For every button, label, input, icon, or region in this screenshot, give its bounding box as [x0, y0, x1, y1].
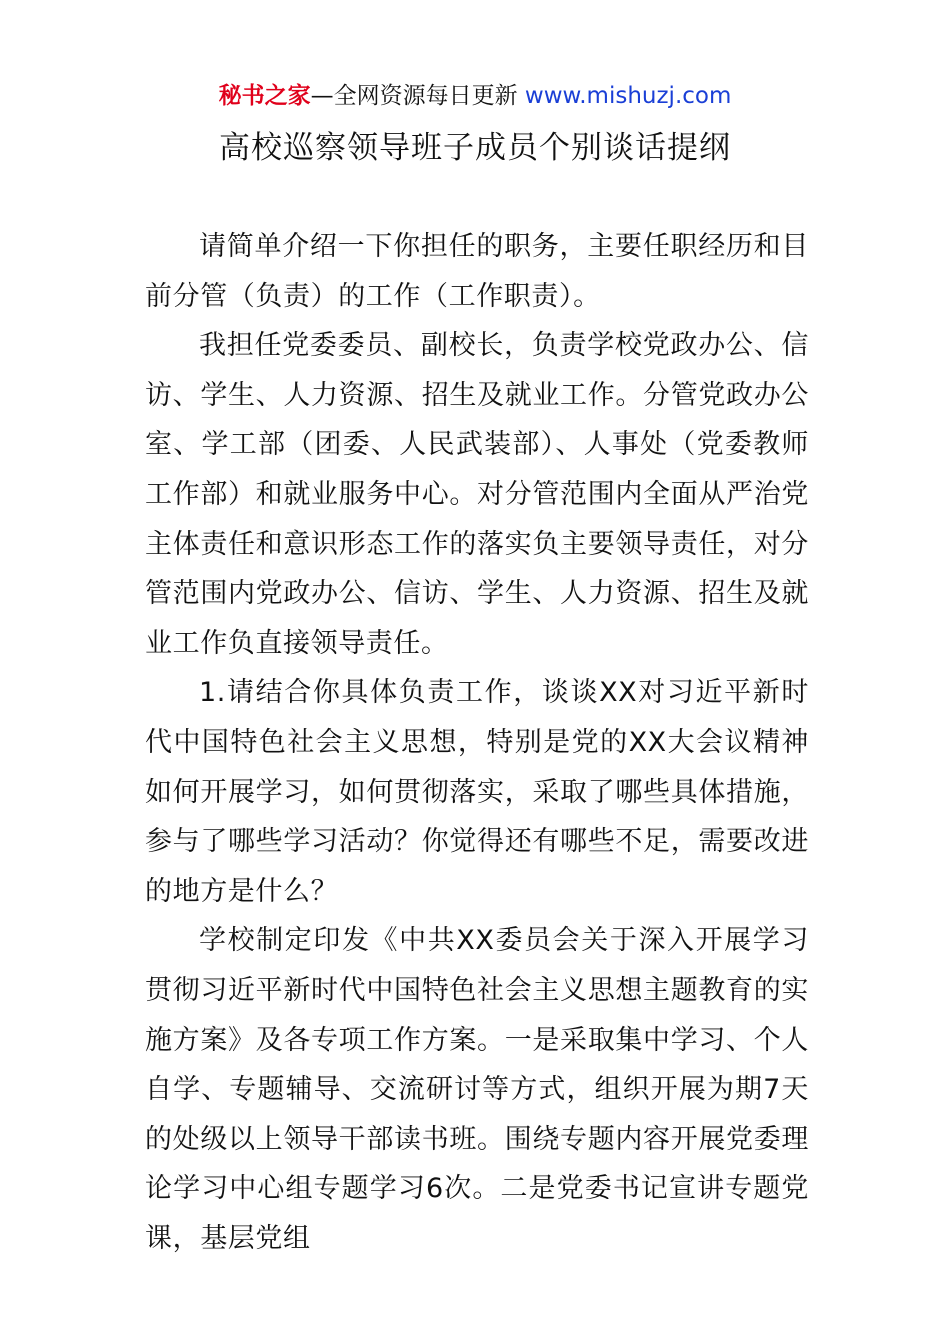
site-header — [0, 80, 950, 112]
brand-name: 秘书之家 — [218, 83, 311, 109]
site-url-link[interactable]: www.mishuzj.com — [524, 83, 732, 109]
document-title: 高校巡察领导班子成员个别谈话提纲 — [219, 130, 731, 166]
document-body — [145, 222, 809, 1263]
paragraph-question-intro: 请简单介绍一下你担任的职务，主要任职经历和目前分管（负责）的工作（工作职责）。 — [145, 231, 809, 312]
paragraph-answer-duties: 我担任党委委员、副校长，负责学校党政办公、信访、学生、人力资源、招生及就业工作。分管党政办公室、学工部（团委、人民武装部）、人事处（党委教师工作部）和就业服务中心。对分管范围内全面从严治党主体责任和意识形态工作的落实负主要领导责任，对分管范围内党政办公、信访、学生、人力资源、招生及就业工作负直接领导责任。 — [145, 330, 809, 659]
paragraph-question-1: 1.请结合你具体负责工作，谈谈XX对习近平新时代中国特色社会主义思想，特别是党的XX大会议精神如何开展学习，如何贯彻落实，采取了哪些具体措施，参与了哪些学习活动？你觉得还有哪些不足，需要改进的地方是什么？ — [145, 677, 809, 907]
paragraph-answer-study: 学校制定印发《中共XX委员会关于深入开展学习贯彻习近平新时代中国特色社会主义思想主题教育的实施方案》及各专项工作方案。一是采取集中学习、个人自学、专题辅导、交流研讨等方式，组织开展为期7天的处级以上领导干部读书班。围绕专题内容开展党委理论学习中心组专题学习6次。二是党委书记宣讲专题党课，基层党组 — [145, 925, 809, 1254]
header-tagline: —全网资源每日更新 — [310, 83, 518, 109]
